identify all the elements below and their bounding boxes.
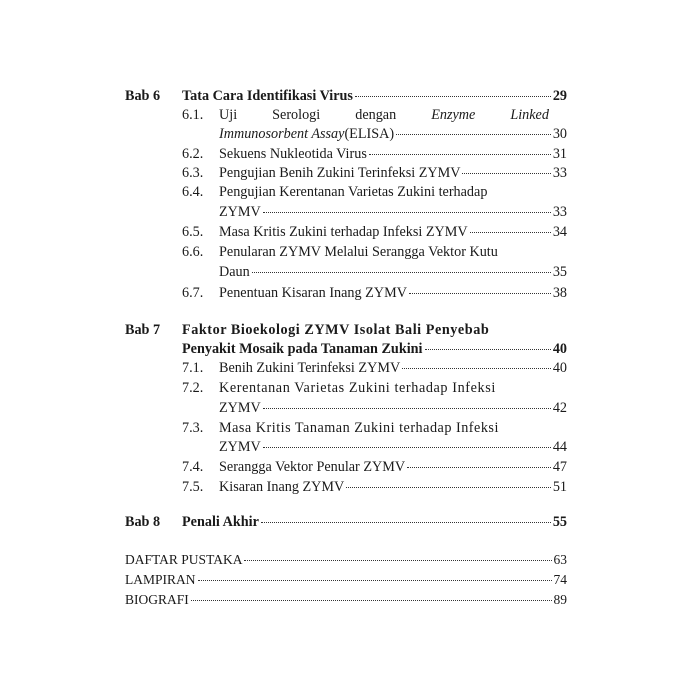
page-number: 44 [552, 439, 567, 455]
toc-entry-7-3 [182, 418, 567, 438]
page-number: 29 [552, 88, 567, 104]
chapter-title: Tata Cara Identifikasi Virus [182, 88, 353, 104]
back-matter-title: BIOGRAFI [125, 592, 189, 607]
dot-leader [355, 96, 551, 97]
dot-leader [263, 212, 551, 213]
section-title-line2-italic: Immunosorbent Assay [219, 126, 345, 142]
page-number: 55 [552, 514, 567, 530]
dot-leader [263, 408, 551, 409]
toc-entry-6-1 [182, 105, 567, 125]
section-number: 7.1. [182, 360, 204, 376]
section-title-line2: ZYMV [219, 400, 261, 416]
word: dengan [355, 107, 397, 123]
dot-leader [402, 368, 551, 369]
page-number: 35 [552, 264, 567, 280]
page-number: 30 [552, 126, 567, 142]
toc-entry-6-7 [182, 283, 567, 303]
section-title: Penentuan Kisaran Inang ZYMV [219, 285, 407, 301]
toc-entry-6-5 [182, 222, 567, 242]
page-number: 47 [552, 459, 567, 475]
section-number: 7.3. [182, 420, 204, 436]
dot-leader [191, 600, 552, 601]
word: Linked [510, 107, 549, 123]
page-number: 34 [552, 224, 567, 240]
back-matter-title: DAFTAR PUSTAKA [125, 552, 243, 567]
section-number: 6.1. [182, 107, 204, 123]
toc-chapter-7 [125, 320, 567, 340]
chapter-label: Bab 6 [125, 88, 161, 104]
toc-entry-6-2 [182, 144, 567, 164]
dot-leader [396, 134, 551, 135]
page-number: 38 [552, 285, 567, 301]
chapter-title-line1: Faktor Bioekologi ZYMV Isolat Bali Penyebab [182, 322, 490, 338]
chapter-title: Penali Akhir [182, 514, 259, 530]
dot-leader [346, 487, 551, 488]
section-title-line2: ZYMV [219, 204, 261, 220]
section-title-line1: Pengujian Kerentanan Varietas Zukini terhadap [219, 184, 488, 200]
section-title-line1: Penularan ZYMV Melalui Serangga Vektor Kutu [219, 244, 498, 260]
section-number: 6.3. [182, 165, 204, 181]
toc-entry-6-4-cont [219, 202, 567, 222]
chapter-title-line2: Penyakit Mosaik pada Tanaman Zukini [182, 341, 423, 357]
section-title: Kisaran Inang ZYMV [219, 479, 345, 495]
toc-chapter-6 [125, 86, 567, 106]
section-title-line1: Kerentanan Varietas Zukini terhadap Infeksi [219, 380, 496, 396]
section-title-line1 [219, 105, 549, 125]
section-number: 6.7. [182, 285, 204, 301]
section-number: 7.4. [182, 459, 204, 475]
toc-chapter-8 [125, 512, 567, 532]
chapter-label: Bab 8 [125, 514, 161, 530]
toc-lampiran [125, 570, 567, 590]
word: Serologi [272, 107, 321, 123]
page-number: 33 [552, 165, 567, 181]
toc-biografi [125, 590, 567, 610]
page-number: 74 [553, 572, 567, 587]
page-number: 51 [552, 479, 567, 495]
toc-entry-6-6 [182, 242, 567, 262]
dot-leader [409, 293, 551, 294]
dot-leader [369, 154, 551, 155]
section-number: 7.2. [182, 380, 204, 396]
section-number: 6.4. [182, 184, 204, 200]
page-number: 40 [552, 360, 567, 376]
toc-entry-7-3-cont [219, 437, 567, 457]
dot-leader [462, 173, 550, 174]
toc-chapter-7-cont [182, 339, 567, 359]
dot-leader [244, 560, 551, 561]
section-title: Benih Zukini Terinfeksi ZYMV [219, 360, 401, 376]
dot-leader [263, 447, 551, 448]
page-number: 33 [552, 204, 567, 220]
toc-entry-6-6-cont [219, 262, 567, 282]
toc-entry-7-5 [182, 477, 567, 497]
section-number: 6.2. [182, 146, 204, 162]
page-number: 89 [553, 592, 567, 607]
toc-entry-6-1-cont [219, 124, 567, 144]
section-title-line2: ZYMV [219, 439, 261, 455]
word: Uji [219, 107, 238, 123]
section-title: Sekuens Nukleotida Virus [219, 146, 367, 162]
dot-leader [252, 272, 551, 273]
toc-entry-7-2-cont [219, 398, 567, 418]
word: Enzyme [431, 107, 476, 123]
page-number: 42 [552, 400, 567, 416]
back-matter-title: LAMPIRAN [125, 572, 196, 587]
page-number: 31 [552, 146, 567, 162]
chapter-label: Bab 7 [125, 322, 161, 338]
section-number: 6.5. [182, 224, 204, 240]
section-title-line1: Masa Kritis Tanaman Zukini terhadap Infeksi [219, 420, 499, 436]
page-number: 63 [553, 552, 567, 567]
toc-entry-6-4 [182, 182, 567, 202]
dot-leader [261, 522, 551, 523]
toc-entry-6-3 [182, 163, 567, 183]
section-title-line2-rest: (ELISA) [344, 126, 395, 142]
section-title-line2: Daun [219, 264, 250, 280]
dot-leader [470, 232, 551, 233]
section-number: 6.6. [182, 244, 204, 260]
toc-entry-7-1 [182, 358, 567, 378]
dot-leader [198, 580, 552, 581]
dot-leader [407, 467, 551, 468]
toc-daftar-pustaka [125, 550, 567, 570]
toc-entry-7-2 [182, 378, 567, 398]
dot-leader [425, 349, 551, 350]
section-number: 7.5. [182, 479, 204, 495]
toc-entry-7-4 [182, 457, 567, 477]
section-title: Masa Kritis Zukini terhadap Infeksi ZYMV [219, 224, 468, 240]
page-number: 40 [552, 341, 567, 357]
section-title: Serangga Vektor Penular ZYMV [219, 459, 406, 475]
section-title: Pengujian Benih Zukini Terinfeksi ZYMV [219, 165, 461, 181]
